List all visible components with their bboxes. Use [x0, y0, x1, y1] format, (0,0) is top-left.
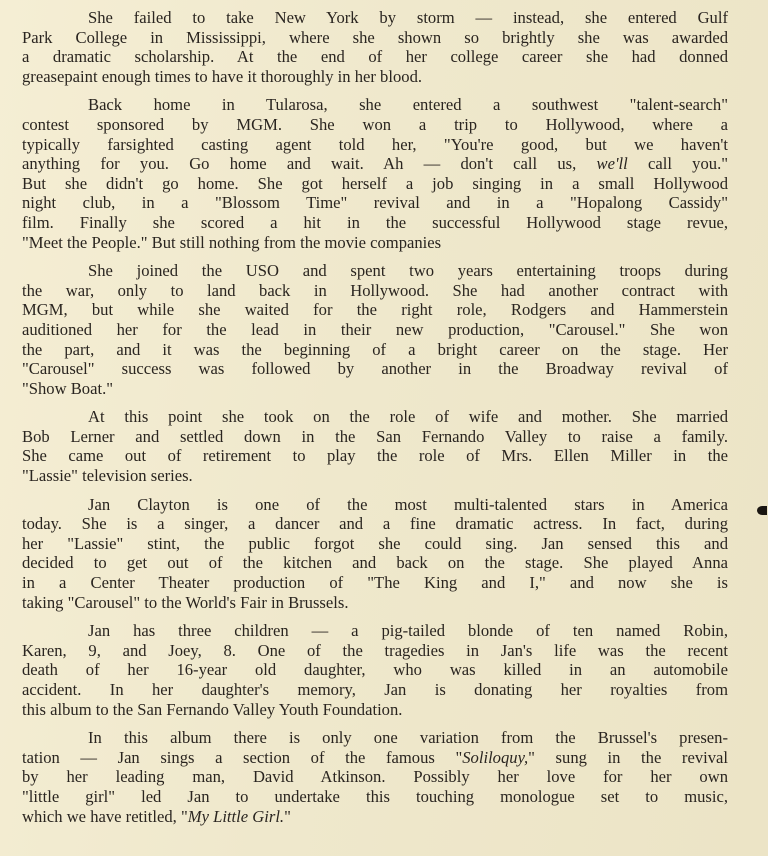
text-line: greasepaint enough times to have it thoroughly in her blood. — [22, 66, 423, 86]
paragraph-6 — [22, 621, 728, 719]
text-line: MGM, but while she waited for the right role, Rodgers and Hammerstein — [22, 300, 728, 320]
text-line: She came out of retirement to play the role of Mrs. Ellen Miller in the — [22, 446, 728, 466]
text-line: "little girl" led Jan to undertake this touching monologue set to music, — [22, 786, 728, 806]
text-line: which we have retitled, "My Little Girl." — [22, 806, 291, 826]
text-line: this album to the San Fernando Valley Youth Foundation. — [22, 699, 403, 719]
text-line: film. Finally she scored a hit in the successful Hollywood stage revue, — [22, 212, 728, 232]
text-line: death of her 16-year old daughter, who was killed in an automobile — [22, 660, 728, 680]
text-line: Jan has three children — a pig-tailed blonde of ten named Robin, — [88, 621, 728, 641]
text-line: Jan Clayton is one of the most multi-talented stars in America — [88, 494, 728, 514]
text-line: today. She is a singer, a dancer and a fine dramatic actress. In fact, during — [22, 514, 728, 534]
text-line: night club, in a "Blossom Time" revival and in a "Hopalong Cassidy" — [22, 193, 728, 213]
text-line: a dramatic scholarship. At the end of her college career she had donned — [22, 47, 728, 67]
text-line: anything for you. Go home and wait. Ah — don't call us, we'll call you." — [22, 154, 728, 174]
text-line: the part, and it was the beginning of a bright career on the stage. Her — [22, 339, 728, 359]
paragraph-7 — [22, 728, 728, 826]
page-edge-mark — [757, 506, 767, 515]
text-line: in a Center Theater production of "The King and I," and now she is — [22, 573, 728, 593]
text-line: She joined the USO and spent two years entertaining troops during — [88, 261, 728, 281]
text-line: typically farsighted casting agent told her, "You're good, but we haven't — [22, 134, 728, 154]
text-line: Karen, 9, and Joey, 8. One of the tragedies in Jan's life was the recent — [22, 640, 728, 660]
paragraph-5 — [22, 495, 728, 613]
paragraph-3 — [22, 261, 728, 398]
text-line: In this album there is only one variation from the Brussel's presen- — [88, 728, 728, 748]
text-line: auditioned her for the lead in their new production, "Carousel." She won — [22, 319, 728, 339]
text-line: Bob Lerner and settled down in the San Fernando Valley to raise a family. — [22, 426, 728, 446]
paragraph-4 — [22, 407, 728, 485]
text-line: "Carousel" success was followed by another in the Broadway revival of — [22, 359, 728, 379]
paragraph-1 — [22, 8, 728, 86]
paragraph-2 — [22, 95, 728, 252]
italic-phrase: My Little Girl. — [187, 806, 285, 826]
text-line: But she didn't go home. She got herself a job singing in a small Hollywood — [22, 173, 728, 193]
text-line: "Lassie" television series. — [22, 466, 193, 486]
text-line: Park College in Mississippi, where she shown so brightly she was awarded — [22, 27, 728, 47]
text-line: Back home in Tularosa, she entered a southwest "talent-search" — [88, 95, 728, 115]
text-line: the war, only to land back in Hollywood. She had another contract with — [22, 280, 728, 300]
text-line: her "Lassie" stint, the public forgot she could sing. Jan sensed this and — [22, 533, 728, 553]
text-line: by her leading man, David Atkinson. Possibly her love for her own — [22, 767, 728, 787]
italic-phrase: Soliloquy, — [462, 747, 529, 767]
text-line: accident. In her daughter's memory, Jan is donating her royalties from — [22, 680, 728, 699]
text-line: taking "Carousel" to the World's Fair in Brussels. — [22, 592, 349, 612]
text-line: contest sponsored by MGM. She won a trip to Hollywood, where a — [22, 114, 728, 134]
text-line: "Show Boat." — [22, 378, 113, 398]
text-line: "Meet the People." But still nothing from the movie companies — [22, 232, 442, 252]
text-line: tation — Jan sings a section of the famous "Soliloquy," sung in the revival — [22, 747, 729, 767]
italic-phrase: we'll — [596, 154, 628, 174]
text-line: decided to get out of the kitchen and back on the stage. She played Anna — [22, 553, 728, 573]
text-line: She failed to take New York by storm — instead, she entered Gulf — [88, 8, 728, 27]
article-body — [22, 8, 728, 835]
text-line: At this point she took on the role of wife and mother. She married — [88, 407, 728, 427]
